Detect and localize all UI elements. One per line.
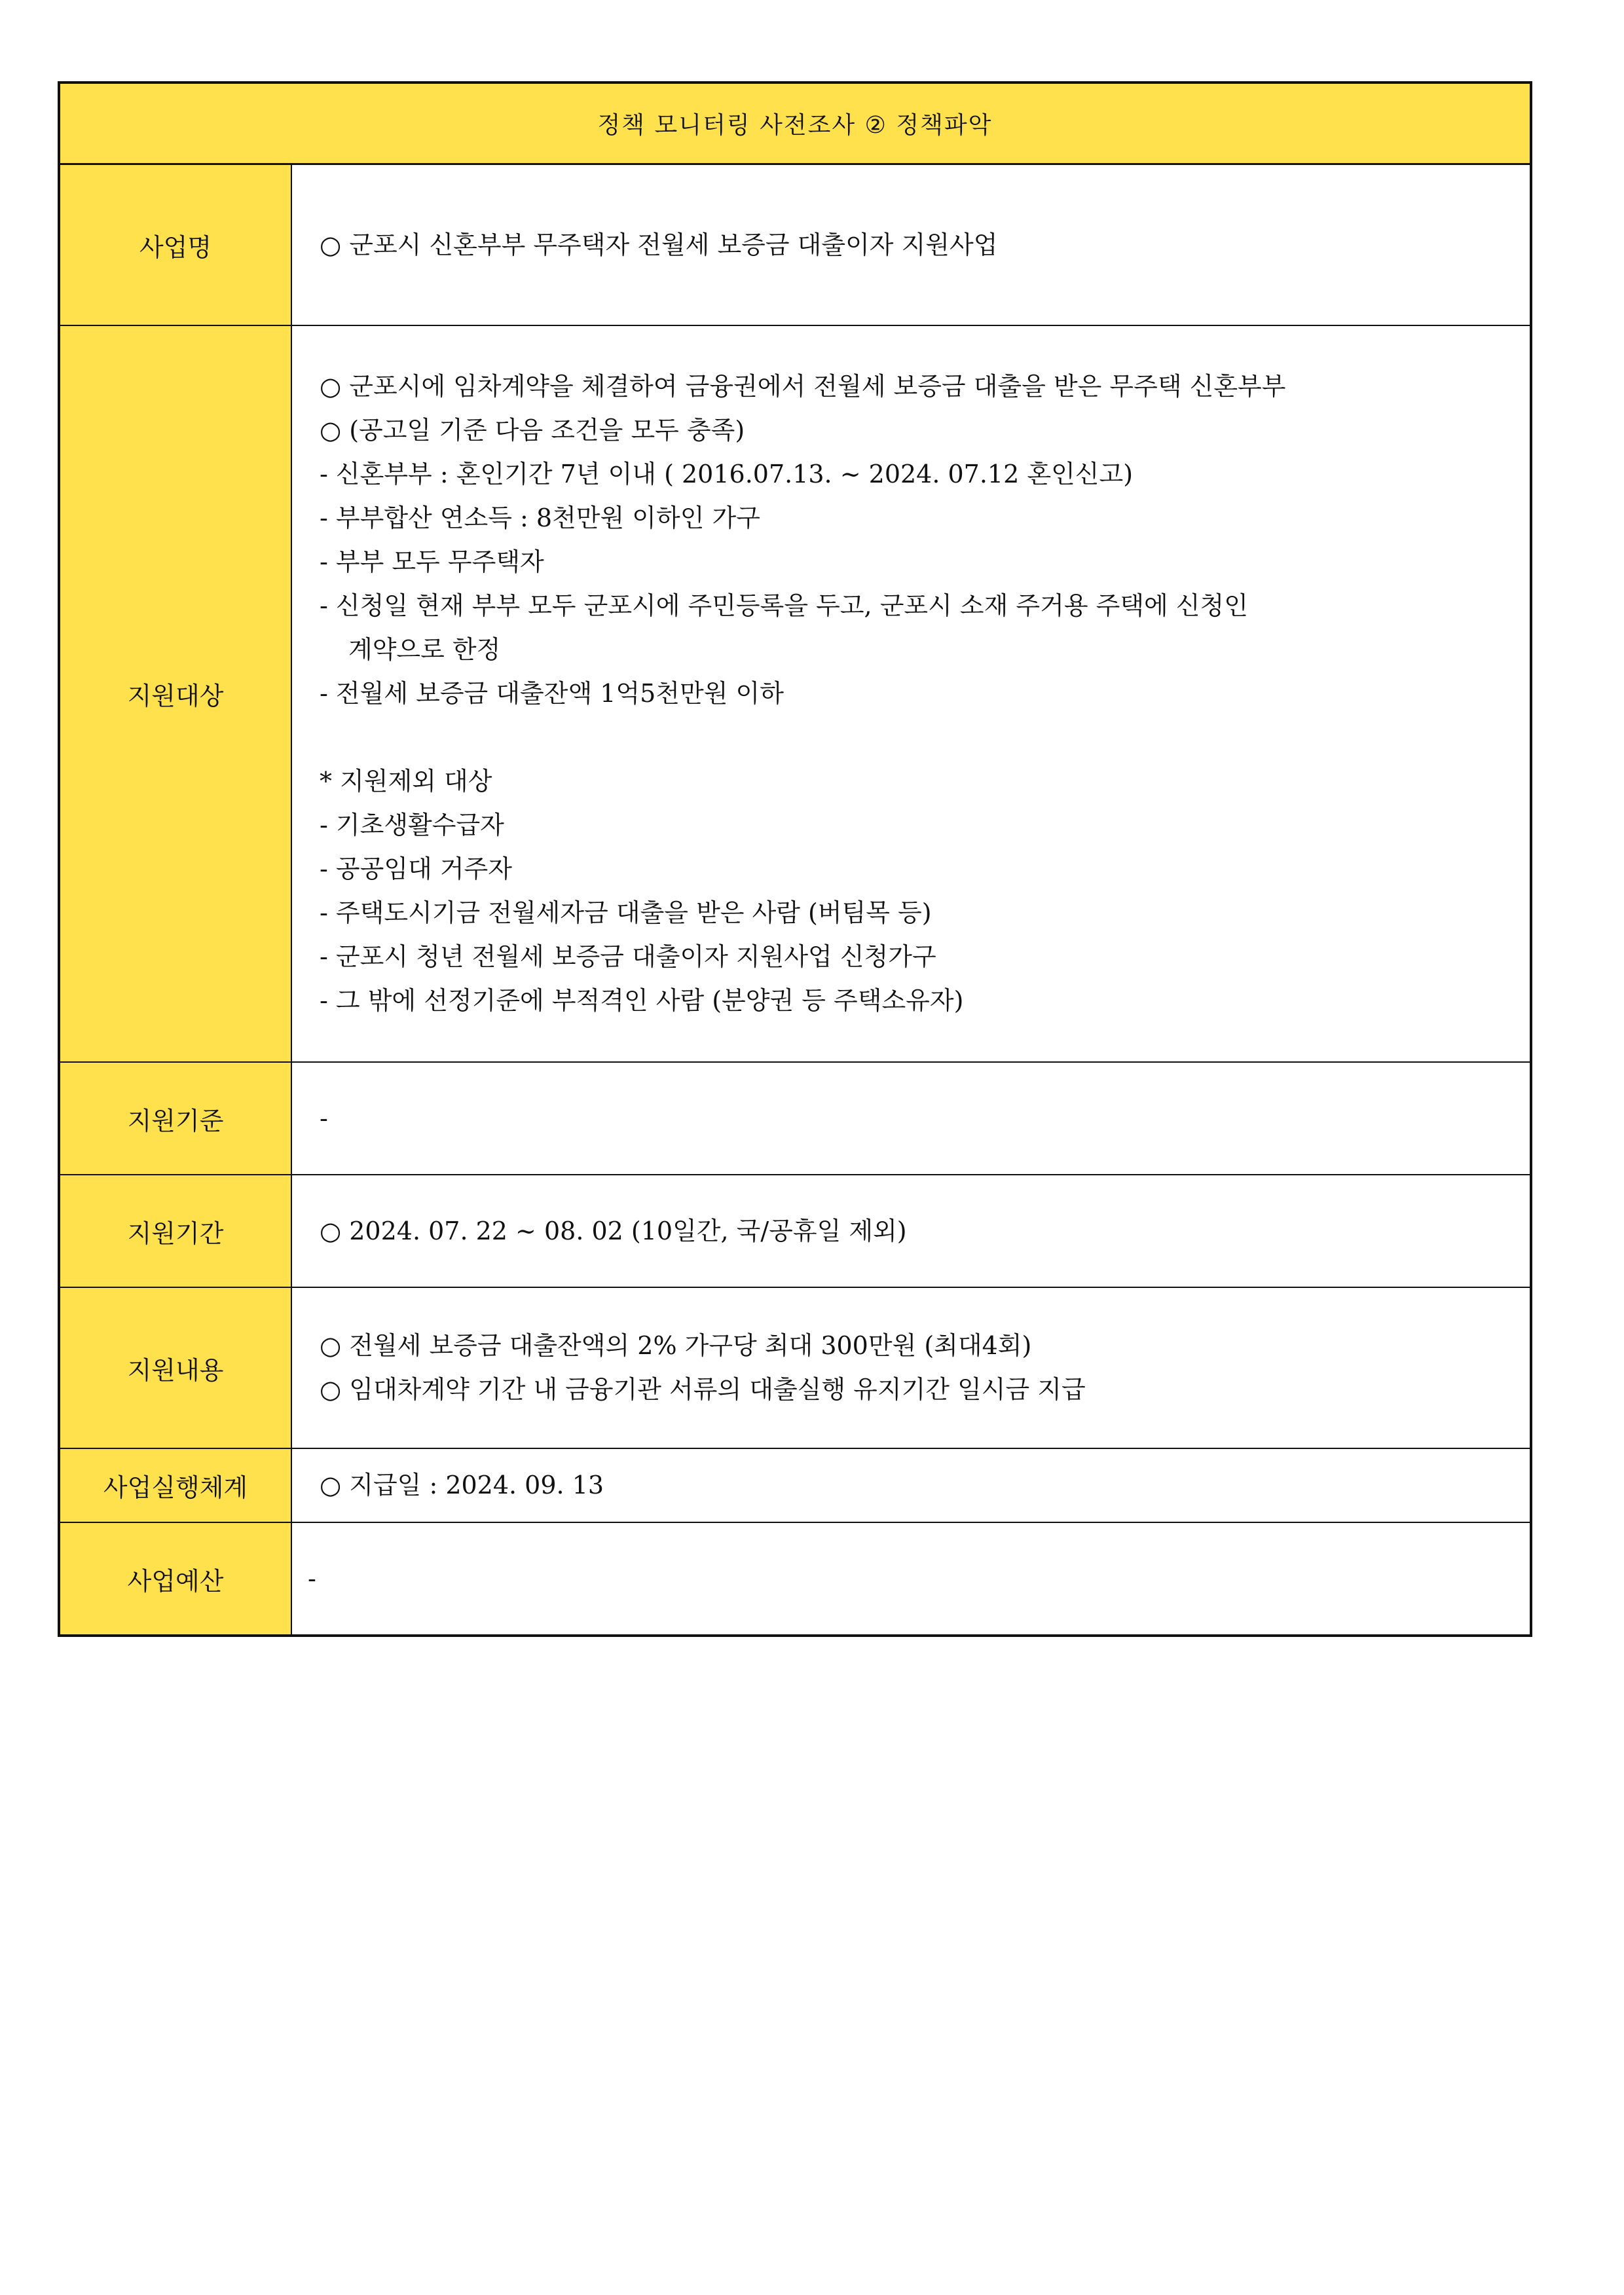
row-details xyxy=(60,1287,1530,1448)
exclusion-heading: * 지원제외 대상 xyxy=(320,767,492,796)
content-line-continued: 계약으로 한정 xyxy=(348,635,501,664)
content-line: - 신혼부부 : 혼인기간 7년 이내 ( 2016.07.13. ~ 2024. 07.12 혼인신고) xyxy=(320,460,1134,488)
label-criteria: 지원기준 xyxy=(60,1063,292,1174)
label-details: 지원내용 xyxy=(60,1288,292,1448)
exclusion-line: - 주택도시기금 전월세자금 대출을 받은 사람 (버팀목 등) xyxy=(320,898,932,927)
row-budget xyxy=(60,1522,1530,1634)
content-line: ○ 군포시에 임차계약을 체결하여 금융권에서 전월세 보증금 대출을 받은 무주택 신혼부부 xyxy=(320,372,1286,401)
exclusion-line: - 공공임대 거주자 xyxy=(320,854,512,883)
content-business-name xyxy=(292,165,1530,325)
content-system xyxy=(292,1449,1530,1522)
content-line: ○ 임대차계약 기간 내 금융기관 서류의 대출실행 유지기간 일시금 지급 xyxy=(320,1375,1086,1404)
label-target: 지원대상 xyxy=(60,326,292,1061)
content-line: ○ 지급일 : 2024. 09. 13 xyxy=(320,1471,604,1499)
content-criteria xyxy=(292,1063,1530,1174)
content-line: - 부부 모두 무주택자 xyxy=(320,547,544,576)
content-line: - 전월세 보증금 대출잔액 1억5천만원 이하 xyxy=(320,679,784,708)
content-line: ○ 군포시 신혼부부 무주택자 전월세 보증금 대출이자 지원사업 xyxy=(320,230,998,259)
label-business-name: 사업명 xyxy=(60,165,292,325)
row-system xyxy=(60,1448,1530,1522)
content-line: ○ 전월세 보증금 대출잔액의 2% 가구당 최대 300만원 (최대4회) xyxy=(320,1331,1032,1360)
label-period: 지원기간 xyxy=(60,1175,292,1287)
content-budget xyxy=(292,1523,1530,1634)
content-line: - 신청일 현재 부부 모두 군포시에 주민등록을 두고, 군포시 소재 주거용 주택에 신청인 xyxy=(320,591,1248,620)
spacer xyxy=(320,716,1530,760)
content-line: ○ 2024. 07. 22 ~ 08. 02 (10일간, 국/공휴일 제외) xyxy=(320,1216,907,1245)
exclusion-line: - 기초생활수급자 xyxy=(320,811,504,839)
label-system: 사업실행체계 xyxy=(60,1449,292,1522)
row-target xyxy=(60,325,1530,1061)
label-budget: 사업예산 xyxy=(60,1523,292,1634)
content-line: - xyxy=(308,1564,316,1593)
content-line: ○ (공고일 기준 다음 조건을 모두 충족) xyxy=(320,416,745,445)
row-period xyxy=(60,1174,1530,1287)
content-details xyxy=(292,1288,1530,1448)
row-business-name xyxy=(60,165,1530,325)
exclusion-line: - 그 밖에 선정기준에 부적격인 사람 (분양권 등 주택소유자) xyxy=(320,986,964,1015)
table-title: 정책 모니터링 사전조사 ② 정책파악 xyxy=(60,84,1530,165)
content-period xyxy=(292,1175,1530,1287)
content-line: - xyxy=(320,1103,328,1133)
row-criteria xyxy=(60,1061,1530,1174)
content-line: - 부부합산 연소득 : 8천만원 이하인 가구 xyxy=(320,504,760,532)
content-target xyxy=(292,326,1530,1061)
exclusion-line: - 군포시 청년 전월세 보증금 대출이자 지원사업 신청가구 xyxy=(320,942,936,971)
policy-table xyxy=(58,81,1532,1637)
